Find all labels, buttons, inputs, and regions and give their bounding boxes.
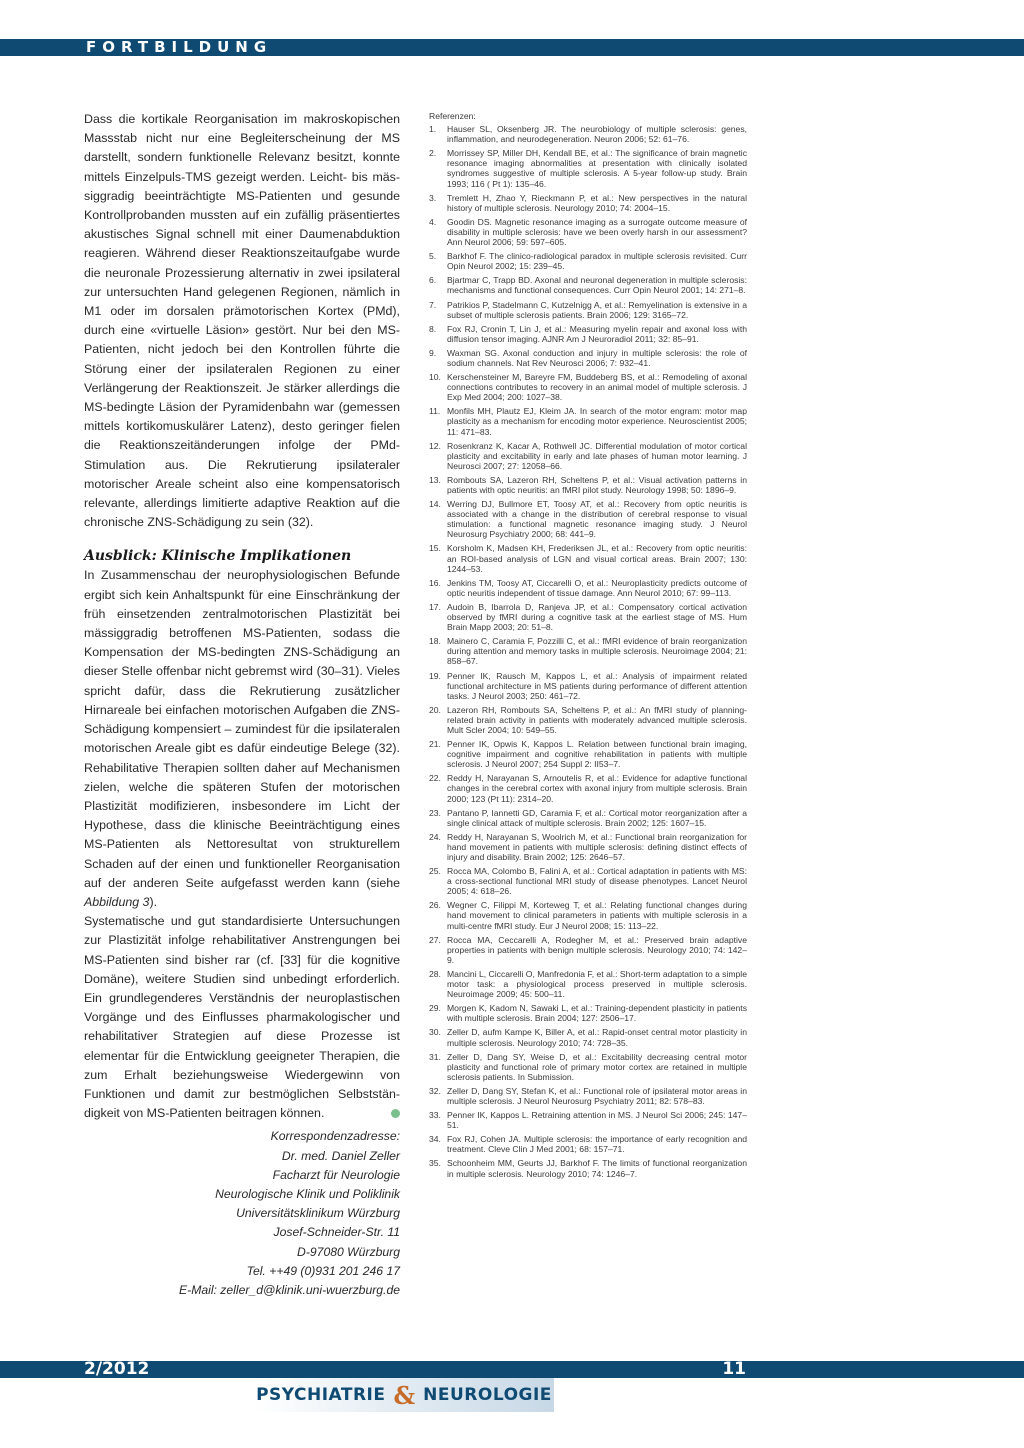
article-body	[84, 110, 400, 1300]
reference-item	[429, 217, 747, 247]
reference-item	[429, 499, 747, 539]
reference-text: Reddy H, Narayanan S, Arnoutelis R, et al.: Evidence for adaptive functional changes in the cerebral cortex with axonal injury from multiple sclerosis. Brain 2000; 123 (Pt 11): 2314–20.	[447, 773, 747, 804]
reference-number: 13.	[429, 474, 441, 485]
reference-item	[429, 275, 747, 295]
reference-number: 30.	[429, 1027, 441, 1038]
issue-number: 2/2012	[84, 1359, 150, 1379]
address-line: Josef-Schneider-Str. 11	[273, 1225, 400, 1240]
reference-item	[429, 1134, 747, 1154]
reference-item	[429, 372, 747, 402]
reference-item	[429, 1086, 747, 1106]
reference-text: Pantano P, Iannetti GD, Caramia F, et al.: Cortical motor reorganization after a single clinical attack of multiple sclerosis. Brain 2002; 125: 1607–15.	[447, 807, 747, 828]
reference-text: Barkhof F. The clinico-radiological paradox in multiple sclerosis revisited. Curr Opin Neurol 2002; 15: 239–45.	[447, 251, 747, 272]
reference-number: 27.	[429, 934, 441, 945]
reference-text: Rombouts SA, Lazeron RH, Scheltens P, et al.: Visual activation patterns in patients with optic neuritis: an fMRI pilot study. Neurology 1998; 50: 1896–9.	[447, 474, 747, 495]
reference-item	[429, 543, 747, 573]
reference-number: 16.	[429, 577, 441, 588]
paragraph-text-end: ).	[149, 894, 158, 909]
reference-number: 3.	[429, 192, 437, 203]
reference-text: Jenkins TM, Toosy AT, Ciccarelli O, et al.: Neuroplasticity predicts outcome of optic neuritis independent of tissue damage. Ann Neurol 2010; 67: 99–113.	[447, 577, 747, 598]
address-line: Facharzt für Neurologie	[272, 1167, 400, 1182]
section-label: FORTBILDUNG	[86, 38, 273, 56]
page-number: 11	[722, 1359, 746, 1379]
reference-number: 28.	[429, 968, 441, 979]
reference-number: 25.	[429, 866, 441, 877]
reference-item	[429, 1027, 747, 1047]
reference-text: Bjartmar C, Trapp BD. Axonal and neuronal degeneration in multiple sclerosis: mechanisms and functional consequences. Curr Opin Neurol 2001; 14: 271–8.	[447, 275, 747, 296]
reference-text: Zeller D, aufm Kampe K, Biller A, et al.: Rapid-onset central motor plasticity in multiple sclerosis. Neurology 2010; 74: 728–35.	[447, 1027, 747, 1048]
reference-number: 19.	[429, 670, 441, 681]
reference-text: Penner IK, Opwis K, Kappos L. Relation between functional brain imaging, cognitive impairment and cognitive rehabilitation in patients with multiple sclerosis. J Neurol 2007; 254 Suppl 2: II53–7.	[447, 739, 747, 770]
ampersand-logo-icon: &	[393, 1380, 416, 1410]
journal-name-part: NEUROLOGIE	[423, 1385, 552, 1405]
reference-number: 20.	[429, 704, 441, 715]
reference-item	[429, 406, 747, 436]
reference-text: Zeller D, Dang SY, Stefan K, et al.: Functional role of ipsilateral motor areas in multiple sclerosis. J Neurol Neurosurg Psychiatry 2011; 82: 578–83.	[447, 1085, 747, 1106]
reference-number: 17.	[429, 601, 441, 612]
reference-text: Morgen K, Kadom N, Sawaki L, et al.: Training-dependent plasticity in patients with multiple sclerosis. Brain 2004; 127: 2506–17.	[447, 1003, 747, 1024]
article-paragraph	[84, 566, 400, 912]
reference-number: 24.	[429, 831, 441, 842]
reference-item	[429, 602, 747, 632]
address-line: Korrespondenzadresse:	[270, 1129, 400, 1144]
reference-text: Mainero C, Caramia F, Pozzilli C, et al.: fMRI evidence of brain reorganization during attention and memory tasks in multiple sclerosis. Neuroimage 2004; 21: 858–67.	[447, 636, 747, 667]
reference-number: 23.	[429, 807, 441, 818]
reference-item	[429, 348, 747, 368]
reference-number: 11.	[429, 406, 441, 417]
reference-number: 32.	[429, 1085, 441, 1096]
reference-text: Korsholm K, Madsen KH, Frederiksen JL, et al.: Recovery from optic neuritis: an ROI-based analysis of LGN and visual cortical areas. Brain 2007; 130: 1244–53.	[447, 543, 747, 574]
reference-item	[429, 300, 747, 320]
reference-number: 26.	[429, 900, 441, 911]
reference-item	[429, 773, 747, 803]
reference-item	[429, 441, 747, 471]
paragraph-text: In Zusammenschau der neurophysiologischen Befunde ergibt sich kein Anhaltspunkt für eine Einschränkung der früh einsetzenden zentralmotorischen Plastizität bei mässiggradig betroffenen MS-Patienten, sodass die Kompensation der MS-bedingten ZNS-Schädigung an dieser Stelle offenbar nicht gebremst wird (30–31). Vieles spricht dafür, dass die Rekrutierung zusätzlicher Hirnareale bei einfachen motorischen Aufgaben die ZNS-Schädigung kompensiert – zumindest für die ipsilateralen motorischen Areale gibt es dafür eindeutige Belege (32). Rehabilitative Therapien sollten daher auf Mechanismen zielen, welche die späteren Stufen der motorischen Plastizität modifizieren, insbesondere im Licht der Hypothese, dass die klinische Beeinträchtigung eines MS-Patienten als Nettoresultat von strukturellem Schaden auf der einen und funktioneller Reorganisation auf der anderen Seite aufgefasst werden kann (siehe	[84, 568, 400, 890]
figure-reference: Abbildung 3	[84, 894, 150, 909]
reference-item	[429, 808, 747, 828]
reference-text: Reddy H, Narayanan S, Woolrich M, et al.: Functional brain reorganization for hand movement in patients with multiple sclerosis: defining distinct effects of injury and disability. Brain 2002; 125: 2646–57.	[447, 831, 747, 862]
reference-item	[429, 1158, 747, 1178]
reference-item	[429, 705, 747, 735]
reference-list	[429, 124, 747, 1179]
journal-name-part: PSYCHIATRIE	[256, 1385, 386, 1405]
reference-item	[429, 866, 747, 896]
article-paragraph	[84, 912, 400, 1123]
reference-number: 7.	[429, 299, 437, 310]
reference-text: Rocca MA, Ceccarelli A, Rodegher M, et al.: Preserved brain adaptive properties in patients with benign multiple sclerosis. Neurology 2010; 74: 142–9.	[447, 934, 747, 965]
reference-number: 14.	[429, 499, 441, 510]
reference-item	[429, 900, 747, 930]
reference-number: 9.	[429, 347, 437, 358]
reference-number: 31.	[429, 1051, 441, 1062]
address-line: Tel. ++49 (0)931 201 246 17	[246, 1263, 400, 1278]
reference-item	[429, 124, 747, 144]
reference-text: Morrissey SP, Miller DH, Kendall BE, et al.: The significance of brain magnetic resonance imaging abnormalities at presentation with clinically isolated syndromes suggestive of multiple sclerosis. A 5-year follow-up study. Brain 1993; 116 ( Pt 1): 135–46.	[447, 148, 747, 189]
reference-item	[429, 969, 747, 999]
reference-text: Wegner C, Filippi M, Korteweg T, et al.: Relating functional changes during hand movement to clinical parameters in patients with multiple sclerosis in a multi-centre fMRI study. Eur J Neurol 2008; 15: 113–22.	[447, 900, 747, 931]
reference-number: 10.	[429, 372, 441, 383]
reference-number: 35.	[429, 1158, 441, 1169]
reference-text: Fox RJ, Cronin T, Lin J, et al.: Measuring myelin repair and axonal loss with diffusion tensor imaging. AJNR Am J Neuroradiol 2011; 32: 85–91.	[447, 323, 747, 344]
reference-item	[429, 193, 747, 213]
reference-text: Werring DJ, Bullmore ET, Toosy AT, et al.: Recovery from optic neuritis is associated with a change in the distribution of cerebral response to visual stimulation: a functional magnetic resonance imaging study. J Neurol Neurosurg Psychiatry 2000; 68: 441–9.	[447, 499, 747, 540]
reference-text: Mancini L, Ciccarelli O, Manfredonia F, et al.: Short-term adaptation to a simple motor task: a physiological process preserved in multiple sclerosis. Neuroimage 2009; 45: 500–11.	[447, 968, 747, 1000]
reference-text: Fox RJ, Cohen JA. Multiple sclerosis: the importance of early recognition and treatment. Cleve Clin J Med 2001; 68: 157–71.	[447, 1134, 747, 1155]
reference-text: Rosenkranz K, Kacar A, Rothwell JC. Differential modulation of motor cortical plasticity and excitability in early and late phases of human motor learning. J Neurosci 2007; 27: 12058–66.	[447, 440, 747, 471]
address-line: Neurologische Klinik und Poliklinik	[215, 1186, 400, 1201]
reference-item	[429, 251, 747, 271]
reference-number: 15.	[429, 543, 441, 554]
reference-item	[429, 148, 747, 188]
reference-number: 2.	[429, 148, 437, 159]
reference-text: Penner IK, Rausch M, Kappos L, et al.: Analysis of impairment related functional architecture in MS patients during performance of different attention tasks. J Neurol 2003; 250: 461–72.	[447, 670, 747, 701]
journal-logo	[254, 1378, 554, 1412]
reference-text: Patrikios P, Stadelmann C, Kutzelnigg A, et al.: Remyelination is extensive in a subset of multiple sclerosis patients. Brain 2006; 129: 3165–72.	[447, 299, 747, 320]
reference-text: Monfils MH, Plautz EJ, Kleim JA. In search of the motor engram: motor map plasticity as a mechanism for encoding motor experience. Neuroscientist 2005; 11: 471–83.	[447, 406, 747, 437]
reference-item	[429, 636, 747, 666]
reference-number: 29.	[429, 1003, 441, 1014]
reference-item	[429, 578, 747, 598]
reference-text: Waxman SG. Axonal conduction and injury in multiple sclerosis: the role of sodium channels. Nat Rev Neurosci 2006; 7: 932–41.	[447, 347, 747, 368]
reference-text: Tremlett H, Zhao Y, Rieckmann P, et al.: New perspectives in the natural history of multiple sclerosis. Neurology 2010; 74: 2004–15.	[447, 192, 747, 213]
address-line: Dr. med. Daniel Zeller	[281, 1148, 400, 1163]
reference-number: 6.	[429, 275, 437, 286]
reference-item	[429, 739, 747, 769]
reference-text: Kerschensteiner M, Bareyre FM, Buddeberg BS, et al.: Remodeling of axonal connections contributes to recovery in an animal model of multiple sclerosis. J Exp Med 2004; 200: 1027–38.	[447, 372, 747, 403]
reference-item	[429, 324, 747, 344]
reference-item	[429, 1003, 747, 1023]
correspondence-address	[84, 1127, 400, 1300]
references-heading: Referenzen:	[429, 111, 476, 121]
reference-text: Goodin DS. Magnetic resonance imaging as a surrogate outcome measure of disability in multiple sclerosis: have we been overly harsh in our assessment? Ann Neurol 2006; 59: 597–605.	[447, 216, 747, 248]
article-paragraph: Dass die kortikale Reorganisation im makroskopischen Massstab nicht nur eine Begleiterscheinung der MS darstellt, sondern funktionelle Relevanz besitzt, konnte mittels Einzelpuls-TMS gezeigt werden. Leicht- bis mässiggradig beeinträchtigte MS-Patienten und gesunde Kontrollprobanden mussten auf ein zufällig präsentiertes akustisches Signal schnell mit einer Daumenabduktion reagieren. Während dieser Reaktionszeitaufgabe wurde die neuronale Prozessierung alternativ in zwei ipsilateral zur untersuchten Hand gelegenen Regionen, nämlich in M1 oder im dorsalen prämotorischen Kortex (PMd), durch eine «virtuelle Läsion» gestört. Nur bei den MS-Patienten, nicht jedoch bei den Kontrollen führte die Störung einer der ipsilateralen Regionen zu einer Verlängerung der Reaktionszeit. Je stärker allerdings die MS-bedingte Läsion der Pyramidenbahn war (gemessen mittels kortikomuskulärer Latenz), desto geringer fielen die Reaktionszeitänderungen infolge der PMd-Stimulation aus. Die Rekrutierung ipsilateraler motorischer Areale scheint also eine kompensatorisch relevante, allerdings limitierte adaptive Reaktion auf die chronische ZNS-Schädigung zu sein (32).	[84, 112, 400, 530]
reference-item	[429, 1052, 747, 1082]
references	[429, 111, 747, 1183]
reference-number: 12.	[429, 440, 441, 451]
paragraph-text: Systematische und gut standardisierte Untersuchungen zur Plastizität infolge rehabilitativer Anstrengungen bei MS-Patienten sind bisher rar (cf. [33] für die kognitive Domäne), weitere Studien sind unbedingt erforderlich. Ein grundlegenderes Verständnis der neuroplastischen Vorgänge und des Einflusses pharmakologischer und rehabilitativer Strategien auf diese Prozesse ist elementar für die Entwicklung geeigneter Therapien, die zum Erhalt beziehungsweise Wiedergewinn von Funktionen und damit zur bestmöglichen Selbstständigkeit von MS-Patienten beitragen können.	[84, 914, 400, 1121]
reference-text: Hauser SL, Oksenberg JR. The neurobiology of multiple sclerosis: genes, inflammation, and neurodegeneration. Neuron 2006; 52: 61–76.	[447, 124, 747, 145]
reference-text: Rocca MA, Colombo B, Falini A, et al.: Cortical adaptation in patients with MS: a cross-sectional functional MRI study of disease phenotypes. Lancet Neurol 2005; 4: 618–26.	[447, 866, 747, 897]
reference-item	[429, 935, 747, 965]
address-line: Universitätsklinikum Würzburg	[236, 1206, 400, 1221]
address-line: D-97080 Würzburg	[297, 1244, 400, 1259]
reference-item	[429, 1110, 747, 1130]
reference-item	[429, 671, 747, 701]
reference-number: 22.	[429, 773, 441, 784]
reference-number: 8.	[429, 323, 437, 334]
section-heading: Ausblick: Klinische Implikationen	[84, 548, 352, 565]
reference-text: Lazeron RH, Rombouts SA, Scheltens P, et al.: An fMRI study of planning-related brain activity in patients with moderately advanced multiple sclerosis. Mult Scler 2004; 10: 549–55.	[447, 704, 747, 735]
reference-text: Schoonheim MM, Geurts JJ, Barkhof F. The limits of functional reorganization in multiple sclerosis. Neurology 2010; 74: 1246–7.	[447, 1158, 747, 1179]
reference-text: Audoin B, Ibarrola D, Ranjeva JP, et al.: Compensatory cortical activation observed by fMRI during a cognitive task at the earliest stage of MS. Hum Brain Mapp 2003; 20: 51–8.	[447, 601, 747, 633]
address-line: E-Mail: zeller_d@klinik.uni-wuerzburg.de	[179, 1282, 400, 1297]
reference-number: 4.	[429, 216, 437, 227]
reference-number: 33.	[429, 1110, 441, 1121]
footer-bar	[0, 1361, 1024, 1378]
reference-item	[429, 832, 747, 862]
reference-number: 1.	[429, 124, 437, 135]
reference-number: 34.	[429, 1134, 441, 1145]
end-mark-dot-icon	[391, 1109, 400, 1118]
reference-number: 18.	[429, 636, 441, 647]
reference-number: 21.	[429, 739, 441, 750]
reference-item	[429, 475, 747, 495]
reference-text: Zeller D, Dang SY, Weise D, et al.: Excitability decreasing central motor plasticity and functional role of primary motor cortex are retained in multiple sclerosis patients. In Submission.	[447, 1051, 747, 1082]
reference-number: 5.	[429, 251, 437, 262]
reference-text: Penner IK, Kappos L. Retraining attention in MS. J Neurol Sci 2006; 245: 147–51.	[447, 1110, 747, 1131]
